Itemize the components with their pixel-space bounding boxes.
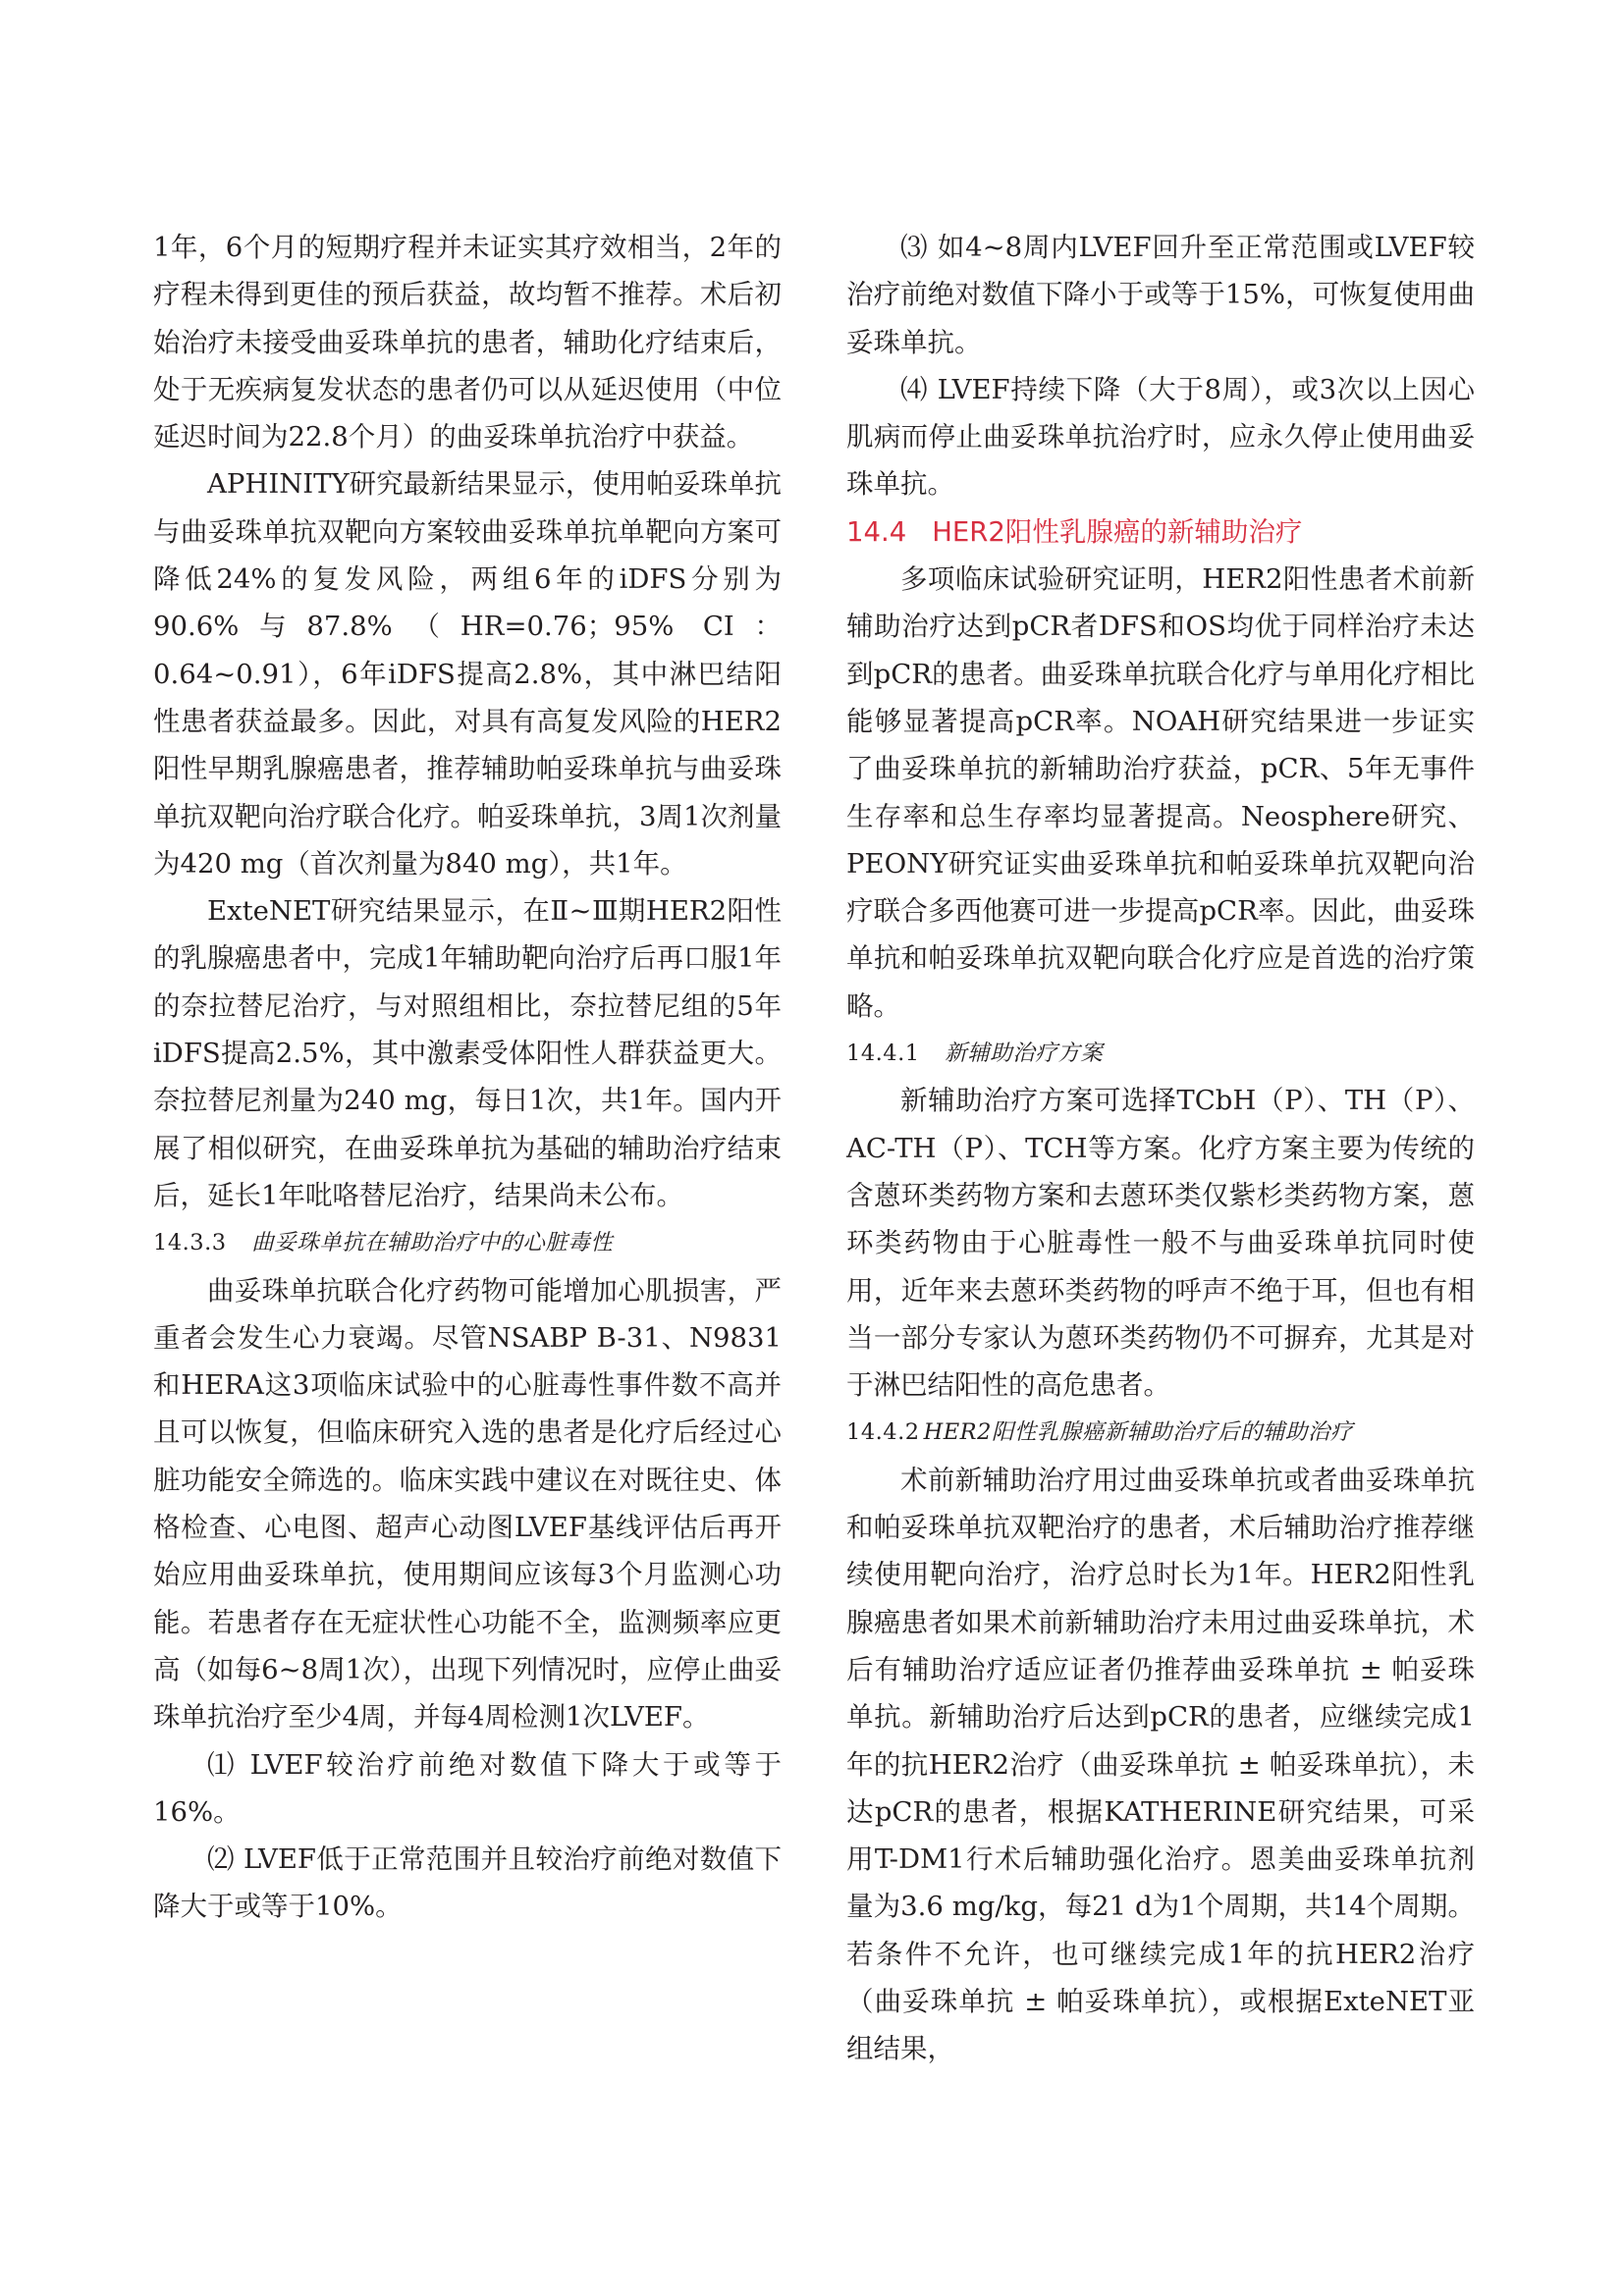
subsection-title: HER2阳性乳腺癌新辅助治疗后的辅助治疗 <box>923 1419 1353 1446</box>
section-heading-14-4 <box>846 508 1475 556</box>
paragraph-aphinity: APHINITY研究最新结果显示，使用帕妥珠单抗与曲妥珠单抗双靶向方案较曲妥珠单抗单靶向方案可降低24%的复发风险，两组6年的iDFS分别为90.6%与87.8%（HR=0.76；95% CI：0.64~0.91），6年iDFS提高2.8%，其中淋巴结阳性患者获益最多。因此，对具有高复发风险的HER2阳性早期乳腺癌患者，推荐辅助帕妥珠单抗与曲妥珠单抗双靶向治疗联合化疗。帕妥珠单抗，3周1次剂量为420 mg（首次剂量为840 mg），共1年。 <box>153 468 782 880</box>
paragraph-regimens: 新辅助治疗方案可选择TCbH（P）、TH（P）、AC-TH（P）、TCH等方案。化疗方案主要为传统的含蒽环类药物方案和去蒽环类仅紫杉类药物方案，蒽环类药物由于心脏毒性一般不与曲妥珠单抗同时使用，近年来去蒽环类药物的呼声不绝于耳，但也有相当一部分专家认为蒽环类药物仍不可摒弃，尤其是对于淋巴结阳性的高危患者。 <box>846 1085 1475 1402</box>
left-column <box>153 224 782 1931</box>
subsection-heading-14-4-1 <box>846 1030 1475 1077</box>
subsection-heading-14-3-3 <box>153 1219 782 1266</box>
right-column <box>846 224 1475 2073</box>
list-item-2: ⑵ LVEF低于正常范围并且较治疗前绝对数值下降大于或等于10%。 <box>153 1843 782 1923</box>
subsection-heading-14-4-2 <box>846 1409 1475 1456</box>
subsection-number: 14.4.2 <box>846 1419 920 1446</box>
list-item-3: ⑶ 如4~8周内LVEF回升至正常范围或LVEF较治疗前绝对数值下降小于或等于15%，可恢复使用曲妥珠单抗。 <box>846 232 1475 358</box>
subsection-title: 曲妥珠单抗在辅助治疗中的心脏毒性 <box>251 1230 614 1256</box>
subsection-title: 新辅助治疗方案 <box>945 1041 1104 1067</box>
section-number: 14.4 <box>846 515 907 548</box>
paragraph-cardiotoxicity: 曲妥珠单抗联合化疗药物可能增加心肌损害，严重者会发生心力衰竭。尽管NSABP B-31、N9831和HERA这3项临床试验中的心脏毒性事件数不高并且可以恢复，但临床研究入选的患者是化疗后经过心脏功能安全筛选的。临床实践中建议在对既往史、体格检查、心电图、超声心动图LVEF基线评估后再开始应用曲妥珠单抗，使用期间应该每3个月监测心功能。若患者存在无症状性心功能不全，监测频率应更高（如每6~8周1次），出现下列情况时，应停止曲妥珠单抗治疗至少4周，并每4周检测1次LVEF。 <box>153 1274 782 1734</box>
subsection-number: 14.4.1 <box>846 1041 920 1067</box>
paragraph-neoadjuvant-evidence: 多项临床试验研究证明，HER2阳性患者术前新辅助治疗达到pCR者DFS和OS均优于同样治疗未达到pCR的患者。曲妥珠单抗联合化疗与单用化疗相比能够显著提高pCR率。NOAH研究结果进一步证实了曲妥珠单抗的新辅助治疗获益，pCR、5年无事件生存率和总生存率均显著提高。Neosphere研究、PEONY研究证实曲妥珠单抗和帕妥珠单抗双靶向治疗联合多西他赛可进一步提高pCR率。因此，曲妥珠单抗和帕妥珠单抗双靶向联合化疗应是首选的治疗策略。 <box>846 563 1475 1022</box>
paragraph-continuation: 1年，6个月的短期疗程并未证实其疗效相当，2年的疗程未得到更佳的预后获益，故均暂不推荐。术后初始治疗未接受曲妥珠单抗的患者，辅助化疗结束后，处于无疾病复发状态的患者仍可以从延迟使用（中位延迟时间为22.8个月）的曲妥珠单抗治疗中获益。 <box>153 232 782 454</box>
paragraph-post-neoadjuvant: 术前新辅助治疗用过曲妥珠单抗或者曲妥珠单抗和帕妥珠单抗双靶治疗的患者，术后辅助治疗推荐继续使用靶向治疗，治疗总时长为1年。HER2阳性乳腺癌患者如果术前新辅助治疗未用过曲妥珠单抗，术后有辅助治疗适应证者仍推荐曲妥珠单抗 ± 帕妥珠单抗。新辅助治疗后达到pCR的患者，应继续完成1年的抗HER2治疗（曲妥珠单抗 ± 帕妥珠单抗），未达pCR的患者，根据KATHERINE研究结果，可采用T-DM1行术后辅助强化治疗。恩美曲妥珠单抗剂量为3.6 mg/kg，每21 d为1个周期，共14个周期。若条件不允许，也可继续完成1年的抗HER2治疗（曲妥珠单抗 ± 帕妥珠单抗），或根据ExteNET亚组结果， <box>846 1464 1475 2065</box>
list-item-4: ⑷ LVEF持续下降（大于8周），或3次以上因心肌病而停止曲妥珠单抗治疗时，应永久停止使用曲妥珠单抗。 <box>846 373 1475 501</box>
paragraph-extenet: ExteNET研究结果显示，在Ⅱ~Ⅲ期HER2阳性的乳腺癌患者中，完成1年辅助靶向治疗后再口服1年的奈拉替尼治疗，与对照组相比，奈拉替尼组的5年iDFS提高2.5%，其中激素受体阳性人群获益更大。奈拉替尼剂量为240 mg，每日1次，共1年。国内开展了相似研究，在曲妥珠单抗为基础的辅助治疗结束后，延长1年吡咯替尼治疗，结果尚未公布。 <box>153 895 782 1211</box>
section-title: HER2阳性乳腺癌的新辅助治疗 <box>932 515 1303 548</box>
list-item-1: ⑴ LVEF较治疗前绝对数值下降大于或等于16%。 <box>153 1748 782 1828</box>
subsection-number: 14.3.3 <box>153 1230 227 1256</box>
